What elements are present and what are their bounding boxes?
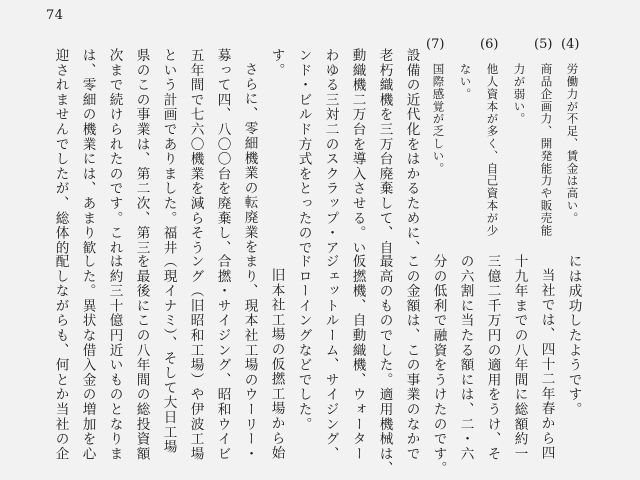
top-body-line-1: 設備の近代化をはかるために、 [403,48,420,256]
item-4-line-1: 労働力が不足、賃金は高い。 [565,63,580,225]
bottom-body-line-17: を最後にこの八年間の総投資額 [133,254,150,462]
top-body-line-3: 動織機二万台を導入させる。い [349,48,366,256]
top-body-line-14: 迎されませんでしたが、総体的 [52,48,69,256]
item-5-line-2: 力が弱い。 [512,63,527,125]
item-5-line-1: 商品企画力、開発能力や販売能 [539,63,554,237]
item-marker-5: (5) [534,37,553,52]
bottom-body-line-5: の六割に当たる額には、二・六 [457,254,474,462]
item-marker-4: (4) [561,37,580,52]
top-body-line-4: わゆる三対二のスクラップ・ア [322,48,339,256]
bottom-body-line-1: には成功したようです。 [565,254,582,417]
top-body-line-5: ンド・ビルド方式をとったので [295,48,312,256]
bottom-body-line-20: 配しながらも、何とか当社の企 [52,254,69,462]
item-marker-7: (7) [426,37,445,52]
bottom-body-line-11: ドローイングなどでした。 [295,254,312,432]
bottom-body-line-16: （現イナミ）、そして大日工場 [160,254,177,455]
top-body-line-9: 五年間で七六〇機業を減らそう [187,48,204,256]
top-body-line-6: す。 [268,48,285,78]
bottom-body-line-10: ジェットルーム、サイジング、 [322,254,339,462]
top-body-line-8: 募って四、八〇〇台を廃棄し、 [214,48,231,256]
bottom-body-line-7: この金額は、この事業のなかで [403,254,420,462]
bottom-body-line-2: 当社では、四十二年春から四 [538,268,555,461]
bottom-body-line-6: 分の低利で融資をうけたのです。 [430,254,447,476]
bottom-body-line-12: 旧本社工場の仮撚工場から始 [268,268,285,461]
bottom-body-line-14: 合撚・サイジング、昭和ウイビ [214,254,231,462]
top-body-line-2: 老朽織機を三万台廃棄して、自 [376,48,393,256]
item-6-line-2: ない。 [458,63,473,101]
top-body-line-12: 次まで続けられたのです。これ [106,48,123,256]
item-6-line-1: 他人資本が多く、自己資本が少 [485,63,500,237]
bottom-body-line-4: 三億二千万円の適用をうけ、そ [484,254,501,462]
top-body-line-13: は、零細の機業には、あまり歓 [79,48,96,256]
bottom-body-line-8: 最高のものでした。適用機械は、 [376,254,393,476]
item-7-line-1: 国際感覚が乏しい。 [431,63,446,175]
item-marker-6: (6) [480,37,499,52]
bottom-body-line-9: 仮撚機、自動織機、ウォーター [349,254,366,462]
bottom-body-line-3: 十九年までの八年間に総額約一 [511,254,528,462]
top-body-line-7: さらに、零細機業の転廃業を [241,62,258,255]
bottom-body-line-19: した。異状な借入金の増加を心 [79,254,96,462]
bottom-body-line-18: は約三十億円近いものとなりま [106,254,123,462]
top-body-line-10: という計画でありました。福井 [160,48,177,256]
top-body-line-11: 県のこの事業は、第二次、第三 [133,48,150,256]
bottom-body-line-13: まり、現本社工場のウーリー・ [241,254,258,462]
page-number: 74 [46,8,64,23]
bottom-body-line-15: ング（旧昭和工場）や伊波工場 [187,254,204,462]
